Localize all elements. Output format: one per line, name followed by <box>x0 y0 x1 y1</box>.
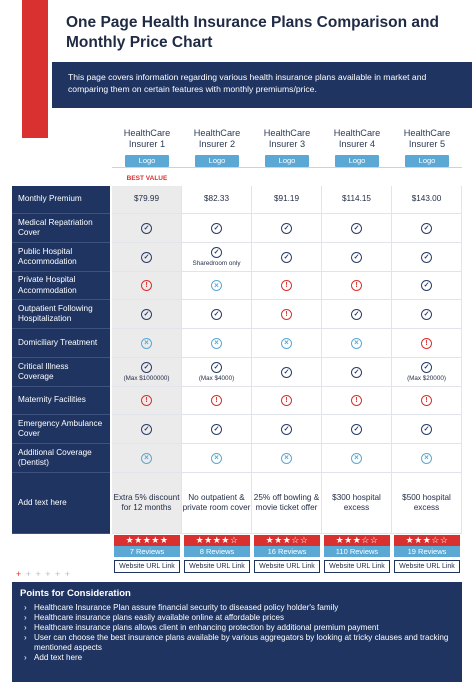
point-item: › Healthcare insurance plans easily available online at affordable prices <box>20 613 454 623</box>
cell-value: $300 hospital excess <box>332 492 381 512</box>
table-cell <box>392 329 462 358</box>
row-label: Add text here <box>12 473 110 534</box>
exclamation-circle-icon: ! <box>281 395 292 406</box>
table-cell <box>252 300 322 329</box>
table-row <box>12 214 462 243</box>
plus-red-icon: + <box>16 569 23 579</box>
row-label: Emergency Ambulance Cover <box>12 415 110 444</box>
table-cell <box>112 387 182 415</box>
point-item: › Add text here <box>20 653 454 663</box>
insurer-logo: Logo <box>125 155 169 167</box>
table-row <box>12 358 462 387</box>
table-row <box>12 329 462 358</box>
row-label: Domiciliary Treatment <box>12 329 110 358</box>
cross-circle-icon: × <box>351 453 362 464</box>
review-block-5 <box>394 535 460 573</box>
table-cell <box>182 186 252 214</box>
table-cell <box>112 243 182 272</box>
points-list <box>20 603 454 663</box>
table-cell <box>322 473 392 534</box>
check-circle-icon: ✓ <box>421 424 432 435</box>
table-row <box>12 300 462 329</box>
table-cell <box>252 358 322 387</box>
insurer-name: HealthCare Insurer 4 <box>333 128 381 149</box>
cell-value: 25% off bowling & movie ticket offer <box>253 492 320 512</box>
table-row <box>12 243 462 272</box>
check-circle-icon: ✓ <box>211 362 222 373</box>
cell-note: (Max $20000) <box>407 374 446 382</box>
cross-circle-icon: × <box>211 453 222 464</box>
table-cell <box>392 186 462 214</box>
check-circle-icon: ✓ <box>421 252 432 263</box>
table-cell <box>182 243 252 272</box>
cell-note: (Max $1000000) <box>123 374 170 382</box>
points-title: Points for Consideration <box>20 588 131 599</box>
row-label: Public Hospital Accommodation <box>12 243 110 272</box>
website-url-link[interactable]: Website URL Link <box>184 560 250 573</box>
table-cell <box>112 415 182 444</box>
star-rating-icon: ★★★☆☆ <box>324 535 390 546</box>
exclamation-circle-icon: ! <box>421 395 432 406</box>
table-cell <box>392 444 462 473</box>
table-cell <box>392 473 462 534</box>
cell-value: $143.00 <box>411 194 442 204</box>
table-cell <box>322 329 392 358</box>
review-block-2 <box>184 535 250 573</box>
table-cell <box>112 186 182 214</box>
table-cell <box>322 300 392 329</box>
check-circle-icon: ✓ <box>141 223 152 234</box>
table-cell <box>392 387 462 415</box>
row-label: Monthly Premium <box>12 186 110 214</box>
website-url-link[interactable]: Website URL Link <box>324 560 390 573</box>
check-circle-icon: ✓ <box>141 424 152 435</box>
review-block-4 <box>324 535 390 573</box>
table-cell <box>322 186 392 214</box>
table-row <box>12 415 462 444</box>
reviews-row <box>112 535 462 577</box>
table-cell <box>252 186 322 214</box>
table-cell <box>322 444 392 473</box>
table-cell <box>112 300 182 329</box>
table-cell <box>322 272 392 300</box>
insurer-name: HealthCare Insurer 1 <box>123 128 171 149</box>
cross-circle-icon: × <box>141 338 152 349</box>
table-cell <box>322 243 392 272</box>
table-cell <box>252 329 322 358</box>
check-circle-icon: ✓ <box>281 367 292 378</box>
table-cell <box>322 358 392 387</box>
check-circle-icon: ✓ <box>211 223 222 234</box>
table-cell <box>392 300 462 329</box>
table-cell <box>112 444 182 473</box>
table-cell <box>392 272 462 300</box>
insurer-header-1 <box>112 128 182 182</box>
check-circle-icon: ✓ <box>351 223 362 234</box>
table-cell <box>392 214 462 243</box>
table-cell <box>322 387 392 415</box>
insurer-header-5 <box>392 128 462 167</box>
cell-value: Extra 5% discount for 12 months <box>113 492 180 512</box>
table-cell <box>182 272 252 300</box>
insurer-name: HealthCare Insurer 3 <box>263 128 311 149</box>
table-cell <box>112 329 182 358</box>
check-circle-icon: ✓ <box>211 424 222 435</box>
description-box: This page covers information regarding various health insurance plans available in market and comparing them on certain features with monthly premiums/price. <box>52 62 472 108</box>
review-count[interactable]: 7 Reviews <box>114 546 180 557</box>
table-cell <box>252 214 322 243</box>
website-url-link[interactable]: Website URL Link <box>254 560 320 573</box>
table-cell <box>182 415 252 444</box>
check-circle-icon: ✓ <box>211 309 222 320</box>
check-circle-icon: ✓ <box>351 367 362 378</box>
check-circle-icon: ✓ <box>421 309 432 320</box>
cell-value: No outpatient & private room cover <box>182 492 251 512</box>
cross-circle-icon: × <box>281 338 292 349</box>
best-value-label: BEST VALUE <box>126 175 168 182</box>
exclamation-circle-icon: ! <box>141 280 152 291</box>
cell-value: $500 hospital excess <box>402 492 451 512</box>
exclamation-circle-icon: ! <box>351 395 362 406</box>
table-cell <box>182 444 252 473</box>
star-rating-icon: ★★★★★ <box>114 535 180 546</box>
cross-circle-icon: × <box>351 338 362 349</box>
exclamation-circle-icon: ! <box>141 395 152 406</box>
insurer-header-4 <box>322 128 392 167</box>
table-cell <box>392 358 462 387</box>
insurer-header-2 <box>182 128 252 167</box>
review-block-3 <box>254 535 320 573</box>
cross-circle-icon: × <box>421 453 432 464</box>
check-circle-icon: ✓ <box>211 247 222 258</box>
table-cell <box>182 473 252 534</box>
check-circle-icon: ✓ <box>141 309 152 320</box>
exclamation-circle-icon: ! <box>351 280 362 291</box>
comparison-table <box>12 186 462 534</box>
row-label: Medical Repatriation Cover <box>12 214 110 243</box>
table-cell <box>182 214 252 243</box>
review-block-1 <box>114 535 180 573</box>
row-label: Critical Illness Coverage <box>12 358 110 387</box>
check-circle-icon: ✓ <box>421 362 432 373</box>
cell-value: $114.15 <box>342 194 371 204</box>
website-url-link[interactable]: Website URL Link <box>394 560 460 573</box>
insurer-headers <box>112 128 462 180</box>
table-cell <box>322 415 392 444</box>
table-cell <box>252 387 322 415</box>
table-row <box>12 387 462 415</box>
insurer-name: HealthCare Insurer 2 <box>193 128 241 149</box>
insurer-logo: Logo <box>265 155 309 167</box>
check-circle-icon: ✓ <box>421 280 432 291</box>
website-url-link[interactable]: Website URL Link <box>114 560 180 573</box>
check-circle-icon: ✓ <box>141 252 152 263</box>
insurer-logo: Logo <box>335 155 379 167</box>
exclamation-circle-icon: ! <box>211 395 222 406</box>
table-cell <box>112 473 182 534</box>
cross-circle-icon: × <box>211 280 222 291</box>
check-circle-icon: ✓ <box>351 424 362 435</box>
row-label: Private Hospital Accommodation <box>12 272 110 300</box>
cell-value: $79.99 <box>133 194 160 204</box>
exclamation-circle-icon: ! <box>281 280 292 291</box>
review-count[interactable]: 19 Reviews <box>394 546 460 557</box>
table-cell <box>252 272 322 300</box>
check-circle-icon: ✓ <box>351 309 362 320</box>
table-cell <box>182 387 252 415</box>
star-rating-icon: ★★★★☆ <box>184 535 250 546</box>
insurer-name: HealthCare Insurer 5 <box>403 128 451 149</box>
table-cell <box>182 358 252 387</box>
review-count[interactable]: 8 Reviews <box>184 546 250 557</box>
check-circle-icon: ✓ <box>141 362 152 373</box>
table-cell <box>322 214 392 243</box>
check-circle-icon: ✓ <box>281 424 292 435</box>
table-cell <box>112 214 182 243</box>
point-item: › Healthcare Insurance Plan assure financial security to diseased policy holder's family <box>20 603 454 613</box>
insurer-logo: Logo <box>405 155 449 167</box>
table-row <box>12 444 462 473</box>
check-circle-icon: ✓ <box>281 223 292 234</box>
cross-circle-icon: × <box>141 453 152 464</box>
star-rating-icon: ★★★☆☆ <box>254 535 320 546</box>
table-cell <box>182 300 252 329</box>
table-cell <box>112 358 182 387</box>
row-label: Additional Coverage (Dentist) <box>12 444 110 473</box>
point-item: › User can choose the best insurance plans available by various aggregators by looking at tricky clauses and tracking mentioned aspects <box>20 633 454 653</box>
check-circle-icon: ✓ <box>421 223 432 234</box>
table-row <box>12 272 462 300</box>
check-circle-icon: ✓ <box>281 252 292 263</box>
cell-note: (Max $4000) <box>198 374 235 382</box>
star-rating-icon: ★★★☆☆ <box>394 535 460 546</box>
review-count[interactable]: 110 Reviews <box>324 546 390 557</box>
table-cell <box>112 272 182 300</box>
row-label: Outpatient Following Hospitalization <box>12 300 110 329</box>
insurer-logo: Logo <box>195 155 239 167</box>
insurer-header-3 <box>252 128 322 167</box>
exclamation-circle-icon: ! <box>421 338 432 349</box>
accent-red-bar <box>22 0 48 138</box>
table-cell <box>252 444 322 473</box>
table-cell <box>252 243 322 272</box>
table-cell <box>392 243 462 272</box>
cross-circle-icon: × <box>281 453 292 464</box>
cell-note: Sharedroom only <box>192 259 241 267</box>
table-cell <box>392 415 462 444</box>
cell-value: $82.33 <box>203 194 230 204</box>
review-count[interactable]: 16 Reviews <box>254 546 320 557</box>
table-cell <box>182 329 252 358</box>
check-circle-icon: ✓ <box>351 252 362 263</box>
table-row <box>12 473 462 534</box>
cell-value: $91.19 <box>273 194 300 204</box>
decorative-plus-row: + + + + + + <box>16 569 72 579</box>
points-panel <box>12 582 462 682</box>
row-label: Maternity Facilities <box>12 387 110 415</box>
cross-circle-icon: × <box>211 338 222 349</box>
exclamation-circle-icon: ! <box>281 309 292 320</box>
table-cell <box>252 473 322 534</box>
point-item: › Healthcare insurance plans allows client in enhancing protection by additional premium payment <box>20 623 454 633</box>
table-cell <box>252 415 322 444</box>
page-title: One Page Health Insurance Plans Comparison and Monthly Price Chart <box>66 14 439 51</box>
table-row <box>12 186 462 214</box>
header-divider <box>112 167 462 168</box>
